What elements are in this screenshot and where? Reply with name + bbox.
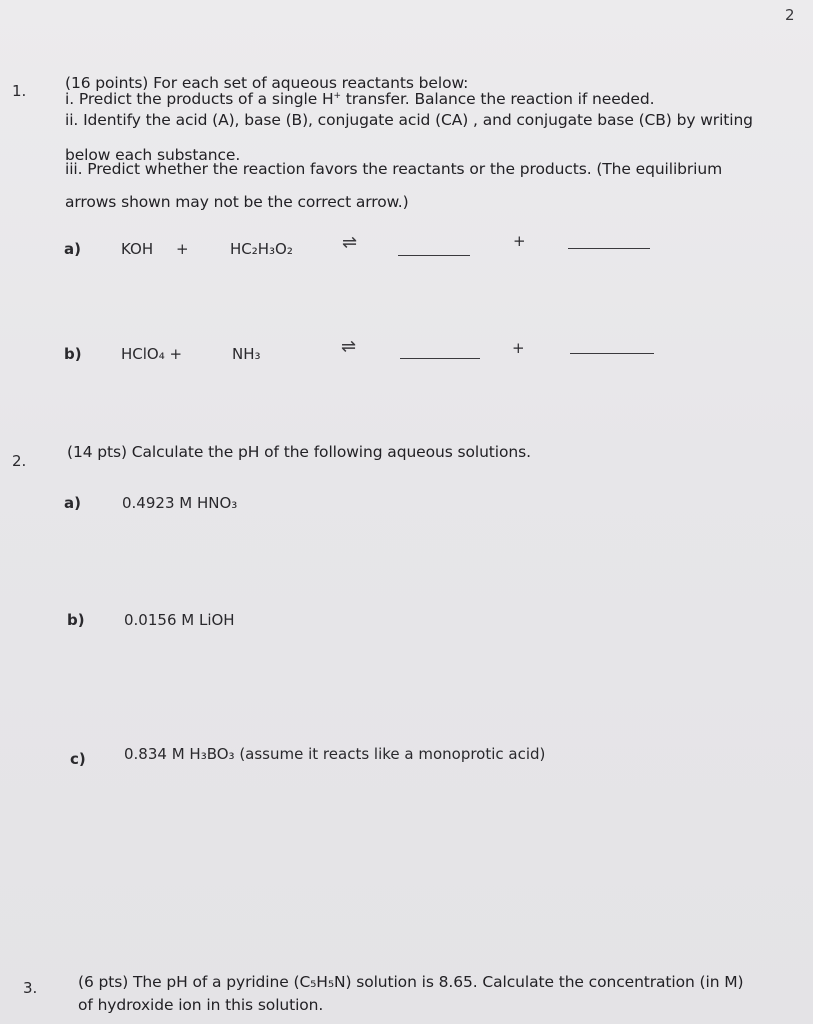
q1a-reactant-2: HC₂H₃O₂ [230,240,293,258]
question-2-number: 2. [12,452,27,470]
page-number: 2 [785,6,795,24]
q2-part-a-label: a) [64,494,81,512]
q1a-product-blank-2[interactable] [568,247,650,249]
question-1-intro: (16 points) For each set of aqueous reactants below: [65,74,469,92]
question-3-number: 3. [23,979,38,997]
q2-part-c-label: c) [70,750,86,768]
q1a-plus-2: + [513,232,526,250]
q1b-reactant-2: NH₃ [232,345,261,363]
question-1-line-iii-a: iii. Predict whether the reaction favors the reactants or the products. (The equilibrium [65,160,723,178]
q2-part-a-solution: 0.4923 M HNO₃ [122,494,238,512]
equilibrium-arrow-icon: ⇌ [342,232,358,253]
q1a-reactant-1: KOH [121,240,154,258]
q1a-product-blank-1[interactable] [398,254,470,256]
question-1-line-i [65,90,654,108]
q1b-reactant-1: HClO₄ + [121,345,183,363]
line-i-part-b: transfer. Balance the reaction if needed. [340,90,655,108]
q1-part-b-label: b) [64,345,82,363]
q2-part-b-solution: 0.0156 M LiOH [124,611,235,629]
question-2-intro: (14 pts) Calculate the pH of the following aqueous solutions. [67,443,531,461]
q2-part-c-solution: 0.834 M H₃BO₃ (assume it reacts like a monoprotic acid) [124,745,546,763]
equilibrium-arrow-icon: ⇌ [341,336,357,357]
question-3-line-1: (6 pts) The pH of a pyridine (C₅H₅N) solution is 8.65. Calculate the concentration (in M) [78,973,744,991]
q1a-plus-1: + [176,240,189,258]
q1b-product-blank-2[interactable] [570,352,654,354]
line-i-part-a: i. Predict the products of a single H [65,90,334,108]
question-3-line-2: of hydroxide ion in this solution. [78,996,324,1014]
q1b-plus-2: + [512,339,525,357]
question-1-line-ii-a: ii. Identify the acid (A), base (B), conjugate acid (CA) , and conjugate base (CB) by writing [65,111,753,129]
line-i-superscript: + [333,91,341,101]
question-1-line-iii-b: arrows shown may not be the correct arrow.) [65,193,409,211]
q1b-product-blank-1[interactable] [400,357,480,359]
question-1-number: 1. [12,82,27,100]
q1-part-a-label: a) [64,240,81,258]
q2-part-b-label: b) [67,611,85,629]
question-1-line-ii-b: below each substance. [65,146,241,164]
